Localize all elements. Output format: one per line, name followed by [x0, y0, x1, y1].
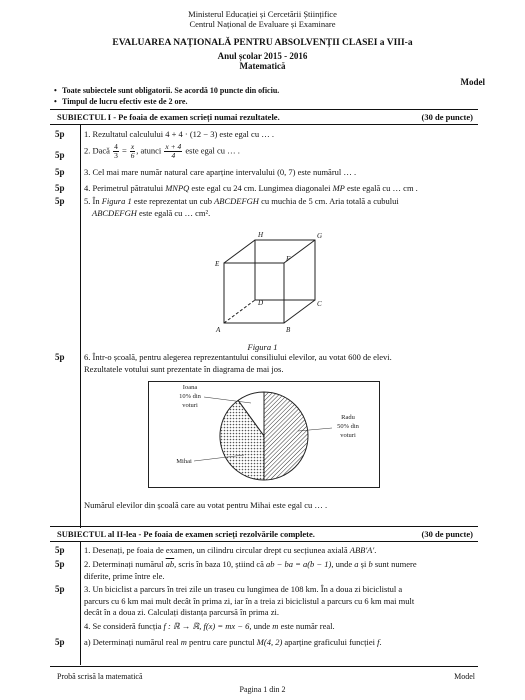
s2-question-1: 1. Desenați, pe foaia de examen, un cilindru circular drept cu secțiunea axială ABB′A′. — [84, 545, 377, 555]
question-points: 5p — [55, 545, 65, 555]
divider — [50, 124, 478, 125]
question-6: 6. Într-o școală, pentru alegerea reprezentantului consiliului elevilor, au votat 600 de elevi. Rezultatele votului sunt prezentate în diagrama de mai jos. — [84, 352, 392, 374]
section-1-title: SUBIECTUL I - Pe foaia de examen scrieți numai rezultatele. — [57, 112, 280, 122]
footer-right: Model — [454, 672, 475, 681]
s2-question-2: 2. Determinați numărul $\overline{ab}$, scris în baza 10, știind că ab − ba = a(b − 1), unde a și b sunt numere diferite, prime între ele. — [84, 559, 417, 581]
vertex-label: F — [286, 255, 291, 263]
vertex-label: C — [317, 300, 322, 308]
vertex-label: A — [216, 326, 221, 334]
question-6-prompt: Numărul elevilor din școală care au votat pentru Mihai este egal cu … . — [84, 500, 328, 510]
vertex-label: H — [258, 231, 264, 239]
question-4: 4. Perimetrul pătratului MNPQ este egal cu 24 cm. Lungimea diagonalei MP este egală cu … cm . — [84, 183, 418, 193]
school-year: Anul școlar 2015 - 2016 — [217, 51, 308, 61]
divider — [50, 666, 478, 667]
question-points: 5p — [55, 584, 65, 594]
cube-figure — [200, 228, 330, 340]
fraction: $\frac{4}{3}$ — [114, 142, 118, 160]
slice-label-radu: voturi — [340, 432, 356, 439]
section-1-header — [57, 112, 473, 122]
ministry-line: Ministerul Educației și Cercetării Științifice — [188, 9, 337, 19]
vertex-label: G — [317, 232, 323, 240]
figure-caption: Figura 1 — [247, 342, 278, 352]
question-points: 5p — [55, 196, 65, 206]
instruction-item: • Timpul de lucru efectiv este de 2 ore. — [62, 97, 187, 106]
question-points: 5p — [55, 129, 65, 139]
question-points: 5p — [55, 637, 65, 647]
question-2: 2. Dacă $\frac{4}{3}$ = $\frac{x}{6}$ , atunci $\frac{x + 4}{4}$ este egal cu … . — [84, 142, 240, 160]
question-5: 5. În Figura 1 este reprezentat un cub ABCDEFGH cu muchia de 5 cm. Aria totală a cubului ABCDEFGH este egală cu … cm². — [84, 196, 399, 218]
page-number: Pagina 1 din 2 — [239, 685, 286, 694]
pie-chart — [148, 381, 380, 488]
cube-back-face — [255, 240, 315, 300]
fraction: $\frac{x}{6}$ — [130, 142, 135, 160]
points-column-divider — [80, 124, 81, 528]
section-2-title: SUBIECTUL al II-lea - Pe foaia de examen scrieți rezolvările complete. — [57, 529, 315, 539]
subject-name: Matematică — [239, 61, 286, 71]
section-2-header — [57, 529, 473, 539]
fraction: $\frac{x + 4}{4}$ — [165, 142, 182, 160]
divider — [50, 541, 478, 542]
points-column-divider — [80, 541, 81, 665]
question-points: 5p — [55, 352, 65, 362]
slice-label-radu: Radu — [341, 414, 355, 421]
s2-question-4: 4. Se consideră funcția f : ℝ → ℝ, f(x) = mx − 6, unde m este număr real. — [84, 621, 335, 631]
divider — [50, 526, 478, 527]
vertex-label: B — [286, 326, 291, 334]
instruction-item: • Toate subiectele sunt obligatorii. Se acordă 10 puncte din oficiu. — [62, 86, 279, 95]
cube-front-face — [224, 263, 284, 323]
model-label: Model — [460, 77, 485, 87]
section-2-points: (30 de puncte) — [421, 529, 473, 539]
vertex-label: D — [258, 299, 264, 307]
slice-label-radu: 50% din — [337, 423, 359, 430]
question-points: 5p — [55, 150, 65, 160]
slice-label-ioana: Ioana — [182, 384, 198, 391]
slice-label-mihai: Mihai — [176, 458, 192, 465]
footer-left: Probă scrisă la matematică — [57, 672, 143, 681]
page-title: EVALUAREA NAȚIONALĂ PENTRU ABSOLVENȚII CLASEI a VIII-a — [112, 38, 413, 48]
center-line: Centrul Național de Evaluare și Examinare — [189, 19, 336, 29]
question-points: 5p — [55, 183, 65, 193]
slice-label-ioana: 10% din — [179, 393, 201, 400]
s2-question-3: 3. Un biciclist a parcurs în trei zile un traseu cu lungimea de 108 km. În a doua zi biciclistul a parcurs cu 6 km mai mult decât în prima zi, iar în a treia zi biciclistul a parcurs cu 6 km mai mult decât în a doua zi. Calculați distanța parcursă în prima zi. — [84, 584, 415, 617]
pie-slice-radu — [264, 392, 308, 480]
question-3: 3. Cel mai mare număr natural care aparține intervalului (0, 7) este numărul … . — [84, 167, 357, 177]
slice-label-ioana: voturi — [182, 402, 198, 409]
question-1: 1. Rezultatul calculului 4 + 4 · (12 − 3) este egal cu … . — [84, 129, 274, 139]
divider — [50, 109, 478, 110]
vertex-label: E — [215, 260, 220, 268]
question-points: 5p — [55, 559, 65, 569]
section-1-points: (30 de puncte) — [421, 112, 473, 122]
question-points: 5p — [55, 167, 65, 177]
s2-question-4a: a) Determinați numărul real m pentru care punctul M(4, 2) aparține graficului funcției f. — [84, 637, 382, 647]
